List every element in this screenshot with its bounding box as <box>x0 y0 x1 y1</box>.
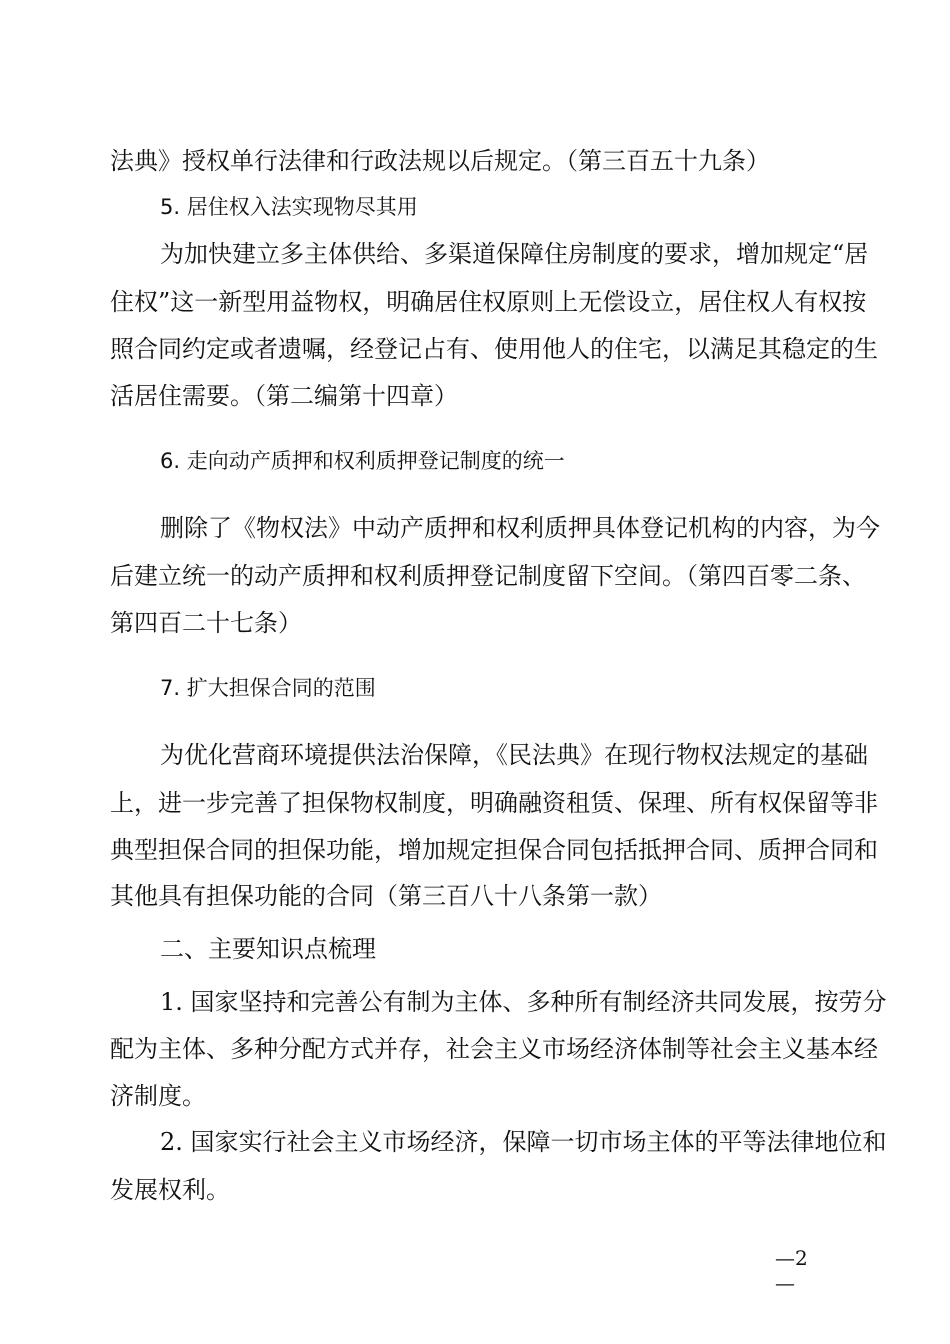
subheading-7: 7. 扩大担保合同的范围 <box>160 676 376 700</box>
paragraph-line: 发展权利。 <box>110 1176 230 1204</box>
paragraph-line: 后建立统一的动产质押和权利质押登记制度留下空间。（第四百零二条、 <box>110 562 866 590</box>
paragraph-line: 住权”这一新型用益物权，明确居住权原则上无偿设立，居住权人有权按 <box>110 288 867 316</box>
paragraph-line: 典型担保合同的担保功能，增加规定担保合同包括抵押合同、质押合同和 <box>110 836 878 864</box>
paragraph-line: 济制度。 <box>110 1082 206 1110</box>
subheading-5: 5. 居住权入法实现物尽其用 <box>160 195 418 219</box>
paragraph-line: 其他具有担保功能的合同（第三百八十八条第一款） <box>110 882 662 910</box>
page-number: —2 <box>775 1246 808 1270</box>
paragraph-line: 为优化营商环境提供法治保障，《民法典》在现行物权法规定的基础 <box>160 741 868 769</box>
paragraph-line: 照合同约定或者遗嘱，经登记占有、使用他人的住宅，以满足其稳定的生 <box>110 335 878 363</box>
paragraph-line: 活居住需要。（第二编第十四章） <box>110 382 458 410</box>
paragraph-line: 2. 国家实行社会主义市场经济，保障一切市场主体的平等法律地位和 <box>160 1128 887 1156</box>
subheading-6: 6. 走向动产质押和权利质押登记制度的统一 <box>160 449 565 473</box>
paragraph-line: 上，进一步完善了担保物权制度，明确融资租赁、保理、所有权保留等非 <box>110 789 878 817</box>
page-number-dash: — <box>775 1271 795 1295</box>
section-title: 二、主要知识点梳理 <box>160 935 376 963</box>
paragraph-line: 法典》授权单行法律和行政法规以后规定。（第三百五十九条） <box>110 147 770 175</box>
paragraph-line: 为加快建立多主体供给、多渠道保障住房制度的要求，增加规定“居 <box>160 240 869 268</box>
paragraph-line: 配为主体、多种分配方式并存，社会主义市场经济体制等社会主义基本经 <box>110 1035 878 1063</box>
paragraph-line: 1. 国家坚持和完善公有制为主体、多种所有制经济共同发展，按劳分 <box>160 988 887 1016</box>
paragraph-line: 第四百二十七条） <box>110 609 302 637</box>
paragraph-line: 删除了《物权法》中动产质押和权利质押具体登记机构的内容，为今 <box>160 514 880 542</box>
